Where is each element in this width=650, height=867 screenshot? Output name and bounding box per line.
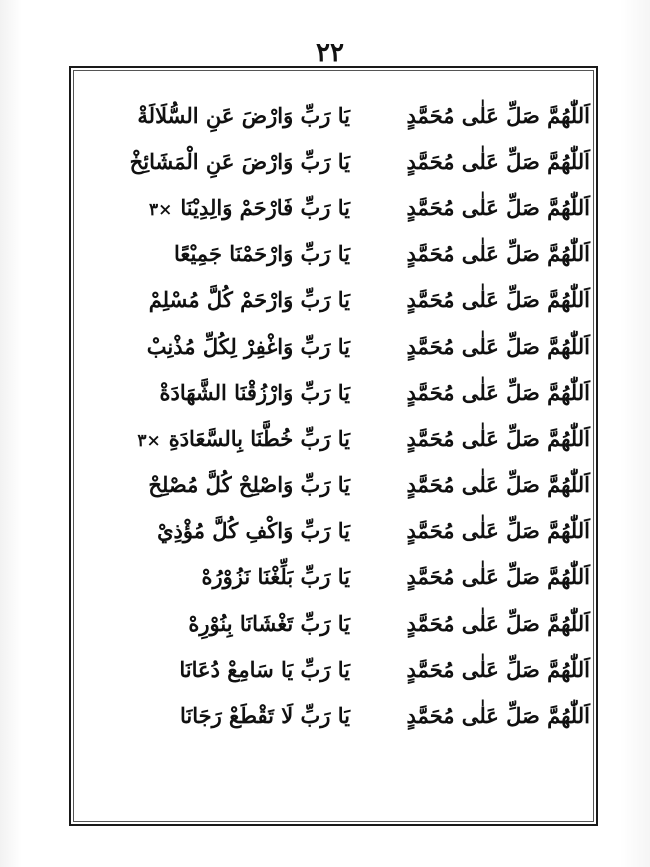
verse-line xyxy=(70,369,590,415)
verse-list xyxy=(70,92,590,739)
verse-line xyxy=(70,646,590,692)
verse-line xyxy=(70,692,590,738)
verse-line xyxy=(70,600,590,646)
verse-line xyxy=(70,415,590,461)
verse-supplication xyxy=(70,518,390,543)
verse-supplication-text: يَا رَبِّ تَغْشَانَا بِنُوْرِهْ xyxy=(188,610,350,636)
verse-supplication xyxy=(70,149,390,174)
verse-supplication xyxy=(70,564,390,589)
verse-supplication xyxy=(70,287,390,312)
verse-supplication-text: يَا رَبِّ وَارْحَمْ كُلَّ مُسْلِمْ xyxy=(148,287,350,313)
verse-supplication xyxy=(70,703,390,728)
verse-supplication-text: يَا رَبِّ يَا سَامِعْ دُعَانَا xyxy=(179,656,350,682)
verse-salawat: اَللّٰهُمَّ صَلِّ عَلٰى مُحَمَّدٍ xyxy=(406,241,590,267)
verse-supplication-text: يَا رَبِّ خُطَّنَا بِالسَّعَادَةِ xyxy=(168,425,350,451)
verse-supplication-text: يَا رَبِّ وَارْضَ عَنِ السُّلَالَةْ xyxy=(137,102,350,128)
verse-supplication-text: يَا رَبِّ وَاصْلِحْ كُلَّ مُصْلِحْ xyxy=(148,472,350,498)
verse-supplication-text: يَا رَبِّ فَارْحَمْ وَالِدِيْنَا xyxy=(180,194,350,220)
verse-supplication-text: يَا رَبِّ وَارْزُقْنَا الشَّهَادَةْ xyxy=(159,379,350,405)
verse-supplication xyxy=(70,334,390,359)
repeat-count: ×٣ xyxy=(149,199,173,220)
verse-line xyxy=(70,508,590,554)
verse-salawat: اَللّٰهُمَّ صَلِّ عَلٰى مُحَمَّدٍ xyxy=(406,425,590,451)
verse-supplication xyxy=(70,103,390,128)
verse-salawat: اَللّٰهُمَّ صَلِّ عَلٰى مُحَمَّدٍ xyxy=(406,564,590,590)
verse-supplication-text: يَا رَبِّ وَارْضَ عَنِ الْمَشَائِخْ xyxy=(129,148,350,174)
verse-supplication-text: يَا رَبِّ وَاكْفِ كُلَّ مُؤْذِيْ xyxy=(157,518,350,544)
verse-supplication-text: يَا رَبِّ لَا تَقْطَعْ رَجَانَا xyxy=(179,703,350,729)
verse-salawat: اَللّٰهُمَّ صَلِّ عَلٰى مُحَمَّدٍ xyxy=(406,102,590,128)
verse-supplication xyxy=(70,611,390,636)
verse-line xyxy=(70,138,590,184)
verse-salawat: اَللّٰهُمَّ صَلِّ عَلٰى مُحَمَّدٍ xyxy=(406,194,590,220)
verse-line xyxy=(70,184,590,230)
verse-salawat: اَللّٰهُمَّ صَلِّ عَلٰى مُحَمَّدٍ xyxy=(406,703,590,729)
verse-supplication-text: يَا رَبِّ بَلِّغْنَا نَزُوْرُهْ xyxy=(201,564,350,590)
verse-salawat: اَللّٰهُمَّ صَلِّ عَلٰى مُحَمَّدٍ xyxy=(406,287,590,313)
verse-salawat: اَللّٰهُمَّ صَلِّ عَلٰى مُحَمَّدٍ xyxy=(406,379,590,405)
repeat-count: ×٣ xyxy=(137,430,161,451)
verse-supplication xyxy=(70,195,390,220)
verse-supplication-text: يَا رَبِّ وَاغْفِرْ لِكُلِّ مُذْنِبْ xyxy=(146,333,350,359)
verse-salawat: اَللّٰهُمَّ صَلِّ عَلٰى مُحَمَّدٍ xyxy=(406,472,590,498)
verse-supplication xyxy=(70,241,390,266)
page-number: ٢٢ xyxy=(316,38,344,68)
verse-salawat: اَللّٰهُمَّ صَلِّ عَلٰى مُحَمَّدٍ xyxy=(406,148,590,174)
verse-line xyxy=(70,92,590,138)
verse-line xyxy=(70,462,590,508)
verse-salawat: اَللّٰهُمَّ صَلِّ عَلٰى مُحَمَّدٍ xyxy=(406,656,590,682)
verse-supplication xyxy=(70,472,390,497)
verse-salawat: اَللّٰهُمَّ صَلِّ عَلٰى مُحَمَّدٍ xyxy=(406,333,590,359)
verse-supplication xyxy=(70,380,390,405)
verse-supplication-text: يَا رَبِّ وَارْحَمْنَا جَمِيْعًا xyxy=(173,241,350,267)
verse-line xyxy=(70,554,590,600)
verse-line xyxy=(70,231,590,277)
verse-line xyxy=(70,277,590,323)
verse-line xyxy=(70,323,590,369)
verse-supplication xyxy=(70,657,390,682)
verse-supplication xyxy=(70,426,390,451)
verse-salawat: اَللّٰهُمَّ صَلِّ عَلٰى مُحَمَّدٍ xyxy=(406,610,590,636)
verse-salawat: اَللّٰهُمَّ صَلِّ عَلٰى مُحَمَّدٍ xyxy=(406,518,590,544)
